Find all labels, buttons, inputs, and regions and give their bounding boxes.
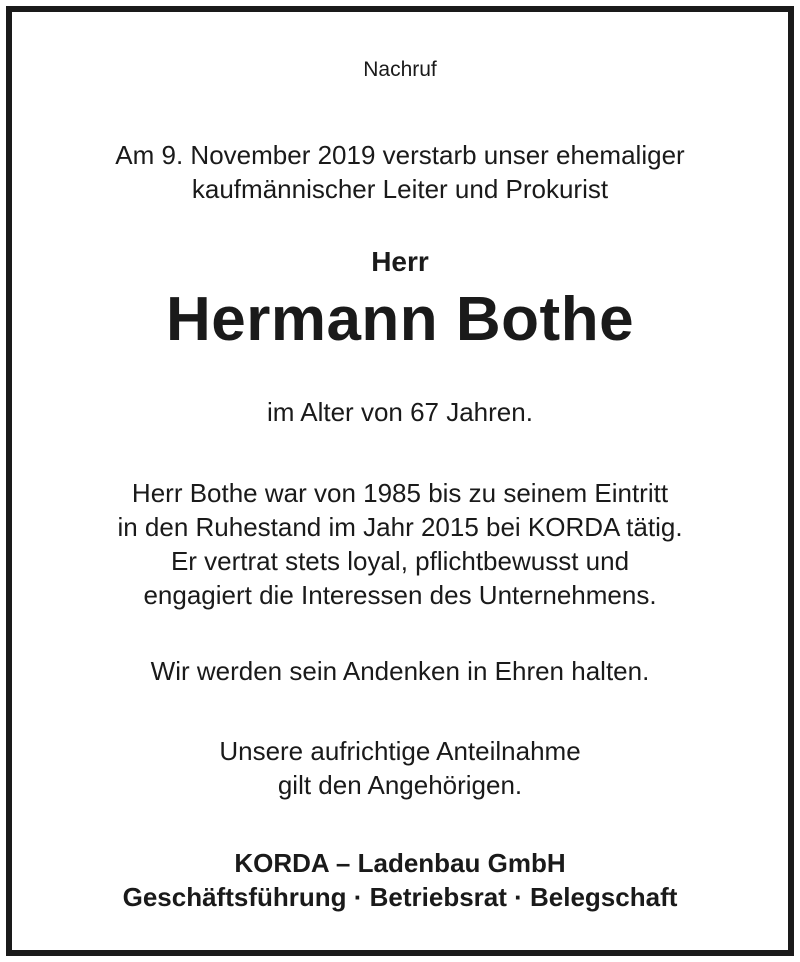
signature-company: KORDA – Ladenbau GmbH bbox=[234, 848, 566, 878]
intro-line-2: kaufmännischer Leiter und Prokurist bbox=[191, 174, 609, 204]
age-line: im Alter von 67 Jahren. bbox=[267, 397, 533, 427]
condolence-line-1: Unsere aufrichtige Anteilnahme bbox=[219, 736, 581, 766]
obituary-heading: Nachruf bbox=[363, 58, 437, 81]
obituary-border bbox=[6, 6, 794, 956]
signature-groups: Geschäftsführung · Betriebsrat · Belegschaft bbox=[122, 882, 678, 912]
condolence-line-2: gilt den Angehörigen. bbox=[277, 770, 523, 800]
career-line-3: Er vertrat stets loyal, pflichtbewusst und bbox=[170, 546, 630, 576]
career-line-2: in den Ruhestand im Jahr 2015 bei KORDA tätig. bbox=[117, 512, 683, 542]
career-line-4: engagiert die Interessen des Unternehmens. bbox=[143, 580, 657, 610]
deceased-name: Hermann Bothe bbox=[165, 285, 635, 354]
career-line-1: Herr Bothe war von 1985 bis zu seinem Eintritt bbox=[131, 478, 669, 508]
memory-line: Wir werden sein Andenken in Ehren halten. bbox=[150, 656, 650, 686]
intro-line-1: Am 9. November 2019 verstarb unser ehemaliger bbox=[115, 140, 685, 170]
salutation: Herr bbox=[371, 246, 429, 277]
